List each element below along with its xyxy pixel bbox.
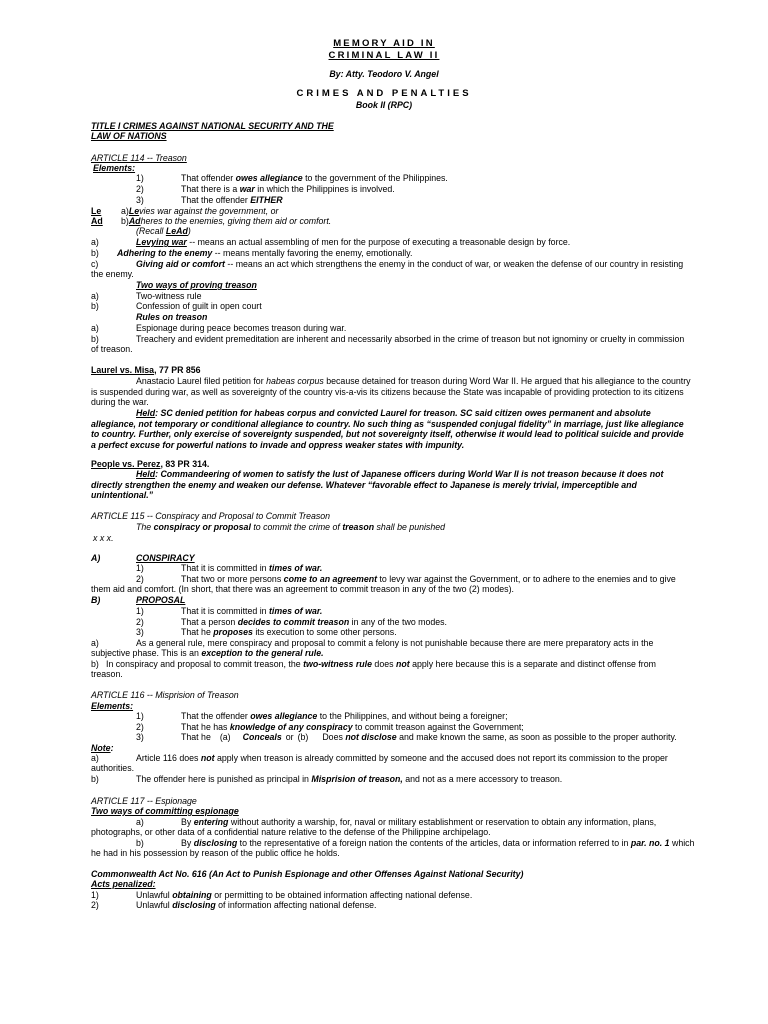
art116-element-1: That the offender owes allegiance to the Philippines, and without being a foreigner;	[181, 711, 508, 721]
mnemonic-recall: (Recall LeAd)	[136, 226, 191, 236]
conspiracy-1-num: 1)	[136, 563, 144, 573]
laurel-held-line1: Held: SC denied petition for habeas corpus and convicted Laurel for treason. SC said citizen owes permanent and absolute	[136, 408, 651, 418]
laurel-facts-line2: is suspended during war, as well as sovereignty of the country vis-a-vis its citizens because the State was incapable of providing protection to its citizens	[91, 387, 684, 397]
proposal-2: That a person decides to commit treason in any of the two modes.	[181, 617, 447, 627]
espionage-a-cont: photographs, or other data of a confidential nature relative to the defense of the Philippine archipelago.	[91, 827, 491, 837]
proposal-1-num: 1)	[136, 606, 144, 616]
doc-subtitle: CRIMES AND PENALTIES	[296, 88, 472, 99]
ca616-acts-label: Acts penalized:	[91, 879, 156, 889]
ca616-item-2-num: 2)	[91, 900, 99, 910]
ca616-item-2: Unlawful disclosing of information affecting national defense.	[136, 900, 377, 910]
def-giving-aid-cont: the enemy.	[91, 269, 134, 279]
perez-held-line3: unintentional.”	[91, 490, 154, 500]
two-ways-espionage-heading: Two ways of committing espionage	[91, 806, 239, 816]
laurel-held-line4: a perfect excuse for powerful nations to invade and oppress weaker states with impunity.	[91, 440, 465, 450]
laurel-facts-line3: during the war.	[91, 397, 149, 407]
def-adhering: Adhering to the enemy -- means mentally favoring the enemy, emotionally.	[117, 248, 413, 258]
mnemonic-ad-label: Ad	[91, 216, 103, 226]
espionage-b-cont: he had in his possession by reason of the public office he holds.	[91, 848, 340, 858]
art114-element-2-num: 2)	[136, 184, 144, 194]
article-114-elements-label: Elements:	[93, 163, 136, 173]
mnemonic-ad-item: b)Adheres to the enemies, giving them aid or comfort.	[121, 216, 332, 226]
proposal-1: That it is committed in times of war.	[181, 606, 323, 616]
tw-a-num: a)	[91, 291, 99, 301]
laurel-held-line2: allegiance, not temporary or conditional allegiance to country. No such thing as “suspended conjugal fidelity” in marriage, just like allegiance	[91, 419, 684, 429]
rule-b: Treachery and evident premeditation are inherent and necessarily absorbed in the crime of treason but not ignominy or cruelty in commission	[136, 334, 685, 344]
art116-element-3-num: 3)	[136, 732, 144, 742]
conspiracy-2-num: 2)	[136, 574, 144, 584]
rule-a-num: a)	[91, 323, 99, 333]
title-one-line1: TITLE I CRIMES AGAINST NATIONAL SECURITY AND THE	[91, 121, 334, 131]
two-witness-rule: Two-witness rule	[136, 291, 202, 301]
art114-element-2: That there is a war in which the Philippines is involved.	[181, 184, 395, 194]
espionage-a: By entering without authority a warship, for, naval or military establishment or reservation to obtain any information, plans,	[181, 817, 657, 827]
art115-note-a-cont: subjective phase. This is an exception to the general rule.	[91, 648, 324, 658]
case-laurel-title: Laurel vs. Misa, 77 PR 856	[91, 365, 201, 375]
espionage-a-num: a)	[136, 817, 144, 827]
art116-element-3: That he (a) Conceals or (b) Does not disclose and make known the same, as soon as possible to the proper authority.	[181, 732, 677, 742]
art116-element-2-num: 2)	[136, 722, 144, 732]
doc-author: By: Atty. Teodoro V. Angel	[329, 69, 439, 79]
two-ways-treason-heading: Two ways of proving treason	[136, 280, 257, 290]
proposal-3: That he proposes its execution to some other persons.	[181, 627, 397, 637]
rule-a: Espionage during peace becomes treason during war.	[136, 323, 347, 333]
art116-note-b: The offender here is punished as principal in Misprision of treason, and not as a mere accessory to treason.	[136, 774, 563, 784]
art115-note-b-num: b)	[91, 659, 99, 669]
conspiracy-2: That two or more persons come to an agreement to levy war against the Government, or to adhere to the enemies and to give	[181, 574, 676, 584]
ca616-heading: Commonwealth Act No. 616 (An Act to Punish Espionage and other Offenses Against National Security)	[91, 869, 524, 879]
art115-intro: The conspiracy or proposal to commit the crime of treason shall be punished	[136, 522, 446, 532]
laurel-facts-line1: Anastacio Laurel filed petition for habeas corpus because detained for treason during Word War II. He argued that his allegiance to the country	[136, 376, 691, 386]
proposal-3-num: 3)	[136, 627, 144, 637]
rule-b-num: b)	[91, 334, 99, 344]
proposal-2-num: 2)	[136, 617, 144, 627]
art114-element-3: That the offender EITHER	[181, 195, 283, 205]
proposal-heading: PROPOSAL	[136, 595, 186, 605]
espionage-b: By disclosing to the representative of a foreign nation the contents of the articles, data or information referred to in par. no. 1 which	[181, 838, 695, 848]
conspiracy-num: A)	[91, 553, 101, 563]
def-a-num: a)	[91, 237, 99, 247]
mnemonic-le-label: Le	[91, 206, 102, 216]
ca616-item-1-num: 1)	[91, 890, 99, 900]
art115-note-b-cont: treason.	[91, 669, 123, 679]
conspiracy-1: That it is committed in times of war.	[181, 563, 323, 573]
art116-note-b-num: b)	[91, 774, 99, 784]
rule-b-cont: of treason.	[91, 344, 133, 354]
case-perez-title: People vs. Perez, 83 PR 314.	[91, 459, 210, 469]
def-giving-aid: Giving aid or comfort -- means an act which strengthens the enemy in the conduct of war, or weaken the defense of our country in resisting	[136, 259, 684, 269]
art114-element-1: That offender owes allegiance to the government of the Philippines.	[181, 173, 448, 183]
art114-element-3-num: 3)	[136, 195, 144, 205]
laurel-held-line3: to country. Further, only exercise of sovereignty suspended, but not sovereignty itself, otherwise it would lead to political suicide and provide	[91, 429, 684, 439]
art114-element-1-num: 1)	[136, 173, 144, 183]
perez-held-line2: directly strengthen the enemy and weaken our defense. Whatever “favorable effect to Japanese is merely trivial, imperceptible and	[91, 480, 637, 490]
article-115-heading: ARTICLE 115 -- Conspiracy and Proposal to Commit Treason	[91, 511, 331, 521]
art115-xxx: x x x.	[93, 533, 114, 543]
confession-in-court: Confession of guilt in open court	[136, 301, 262, 311]
art116-note-a-cont: authorities.	[91, 763, 135, 773]
proposal-num: B)	[91, 595, 101, 605]
art116-note-a: Article 116 does not apply when treason is already committed by someone and the accused does not report its commission to the proper	[136, 753, 668, 763]
def-b-num: b)	[91, 248, 99, 258]
art116-note-a-num: a)	[91, 753, 99, 763]
def-c-num: c)	[91, 259, 99, 269]
doc-book: Book II (RPC)	[355, 100, 413, 110]
conspiracy-2-cont: them aid and comfort. (In short, that there was an agreement to commit treason in any of the two (2) modes).	[91, 584, 514, 594]
article-114-heading: ARTICLE 114 -- Treason	[91, 153, 187, 163]
title-one-line2: LAW OF NATIONS	[91, 131, 167, 141]
ca616-item-1: Unlawful obtaining or permitting to be obtained information affecting national defense.	[136, 890, 473, 900]
conspiracy-heading: CONSPIRACY	[136, 553, 195, 563]
art115-note-a: As a general rule, mere conspiracy and proposal to commit a felony is not punishable because there are mere preparatory acts in the	[136, 638, 654, 648]
doc-title-line1: MEMORY AID IN	[333, 38, 435, 49]
doc-title-line2: CRIMINAL LAW II	[328, 50, 440, 61]
espionage-b-num: b)	[136, 838, 144, 848]
tw-b-num: b)	[91, 301, 99, 311]
art116-element-1-num: 1)	[136, 711, 144, 721]
art115-note-b: In conspiracy and proposal to commit treason, the two-witness rule does not apply here because this is a separate and distinct offense from	[106, 659, 656, 669]
art116-element-2: That he has knowledge of any conspiracy to commit treason against the Government;	[181, 722, 524, 732]
def-levying-war: Levying war -- means an actual assembling of men for the purpose of executing a treasonable design by force.	[136, 237, 571, 247]
art116-elements-label: Elements:	[91, 701, 134, 711]
art116-note-label: Note:	[91, 743, 114, 753]
mnemonic-le-item: a)Levies war against the government, or	[121, 206, 279, 216]
article-116-heading: ARTICLE 116 -- Misprision of Treason	[91, 690, 239, 700]
perez-held-line1: Held: Commandeering of women to satisfy the lust of Japanese officers during World War II is not treason because it does not	[136, 469, 664, 479]
art115-note-a-num: a)	[91, 638, 99, 648]
rules-on-treason-heading: Rules on treason	[136, 312, 208, 322]
article-117-heading: ARTICLE 117 -- Espionage	[91, 796, 197, 806]
